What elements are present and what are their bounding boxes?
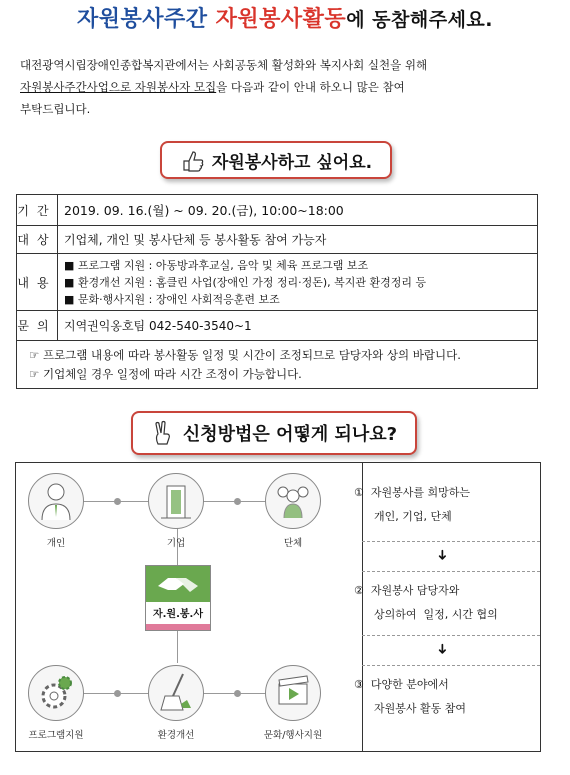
- content-item: ■ 환경개선 지원 : 홈클린 사업(장애인 가정 정리·정돈), 복지관 환경정리 등: [64, 275, 427, 289]
- step-divider: [362, 571, 540, 572]
- step-number: ①: [354, 486, 364, 499]
- step-2: [354, 579, 498, 627]
- content-value: [58, 254, 538, 311]
- cleaning-label: 환경개선: [157, 730, 195, 741]
- title-part1: 자원봉사주간: [76, 7, 208, 32]
- info-row-contact: [17, 311, 538, 341]
- step-divider: [362, 541, 540, 542]
- content-item: ■ 문화·행사지원 : 장애인 사회적응훈련 보조: [64, 292, 280, 306]
- step-2-line1: 자원봉사 담당자와: [370, 584, 460, 597]
- center-box-stripe: [146, 624, 210, 630]
- section1-title: 자원봉사하고 싶어요.: [211, 152, 373, 173]
- info-row-target: [17, 226, 538, 254]
- individual-icon: [28, 473, 84, 529]
- volunteer-center-box: [145, 565, 211, 631]
- connector-center-bottom: [177, 631, 178, 663]
- group-icon: [265, 473, 321, 529]
- page-title: [0, 2, 570, 33]
- process-diagram: [15, 462, 541, 752]
- individual-label: 개인: [46, 538, 66, 549]
- step-3-line1: 다양한 분야에서: [370, 678, 449, 691]
- note-item: ☞ 프로그램 내용에 따라 봉사활동 일정 및 시간이 조정되므로 담당자와 상의 바랍니다.: [29, 347, 461, 362]
- content-label: 내용: [17, 254, 58, 311]
- info-row-period: [17, 195, 538, 226]
- company-icon: [148, 473, 204, 529]
- connector-dot: [234, 690, 241, 697]
- step-divider: [362, 635, 540, 636]
- cleaning-icon: [148, 665, 204, 721]
- down-arrow-icon: ➜: [433, 549, 450, 561]
- step-divider: [362, 665, 540, 666]
- target-value: 기업체, 개인 및 봉사단체 등 봉사활동 참여 가능자: [58, 226, 538, 254]
- step-3: [354, 673, 466, 721]
- step-1: [354, 481, 470, 529]
- culture-event-label: 문화/행사지원: [263, 730, 323, 741]
- culture-event-icon: [265, 665, 321, 721]
- step-1-line2: 개인, 기업, 단체: [374, 510, 452, 523]
- company-label: 기업: [166, 538, 186, 549]
- section2-heading: [131, 411, 417, 455]
- connector-dot: [114, 498, 121, 505]
- info-row-content: [17, 254, 538, 311]
- program-support-icon: [28, 665, 84, 721]
- content-item: ■ 프로그램 지원 : 아동방과후교실, 음악 및 체육 프로그램 보조: [64, 258, 369, 272]
- notes-cell: [17, 341, 538, 389]
- section1-heading: [160, 141, 392, 179]
- step-3-line2: 자원봉사 활동 참여: [374, 702, 467, 715]
- intro-paragraph: [20, 54, 550, 120]
- info-table: [16, 194, 538, 389]
- info-row-notes: [17, 341, 538, 389]
- period-label: 기간: [17, 195, 58, 226]
- note-item: ☞ 기업체일 경우 일정에 따라 시간 조정이 가능합니다.: [29, 366, 302, 381]
- handshake-icon: [146, 566, 210, 602]
- intro-highlight: 자원봉사주간사업으로 자원봉사자 모집: [20, 80, 217, 94]
- down-arrow-icon: ➜: [433, 643, 450, 655]
- victory-hand-icon: [151, 420, 177, 446]
- connector-dot: [114, 690, 121, 697]
- intro-line2-rest: 을 다음과 같이 안내 하오니 많은 참여: [216, 80, 405, 94]
- intro-line1: 대전광역시립장애인종합복지관에서는 사회공동체 활성화와 복지사회 실천을 위해: [20, 58, 428, 72]
- step-1-line1: 자원봉사를 희망하는: [370, 486, 471, 499]
- step-number: ②: [354, 584, 364, 597]
- title-part3: 에 동참해주세요.: [346, 9, 493, 31]
- group-label: 단체: [283, 538, 303, 549]
- volunteer-center-label: 자.원.봉.사: [152, 609, 204, 620]
- connector-dot: [234, 498, 241, 505]
- step-2-line2: 상의하여 일정, 시간 협의: [374, 608, 498, 621]
- thumbs-up-hand-icon: [180, 147, 206, 173]
- contact-value: 지역권익옹호팀 042-540-3540~1: [58, 311, 538, 341]
- intro-line2: [20, 76, 550, 98]
- title-part2: 자원봉사활동: [215, 7, 347, 32]
- period-value: 2019. 09. 16.(월) ~ 09. 20.(금), 10:00~18:00: [58, 195, 538, 226]
- program-support-label: 프로그램지원: [28, 730, 84, 741]
- step-number: ③: [354, 678, 364, 691]
- contact-label: 문의: [17, 311, 58, 341]
- section2-title: 신청방법은 어떻게 되나요?: [182, 424, 398, 445]
- target-label: 대상: [17, 226, 58, 254]
- intro-line3: 부탁드립니다.: [20, 102, 91, 116]
